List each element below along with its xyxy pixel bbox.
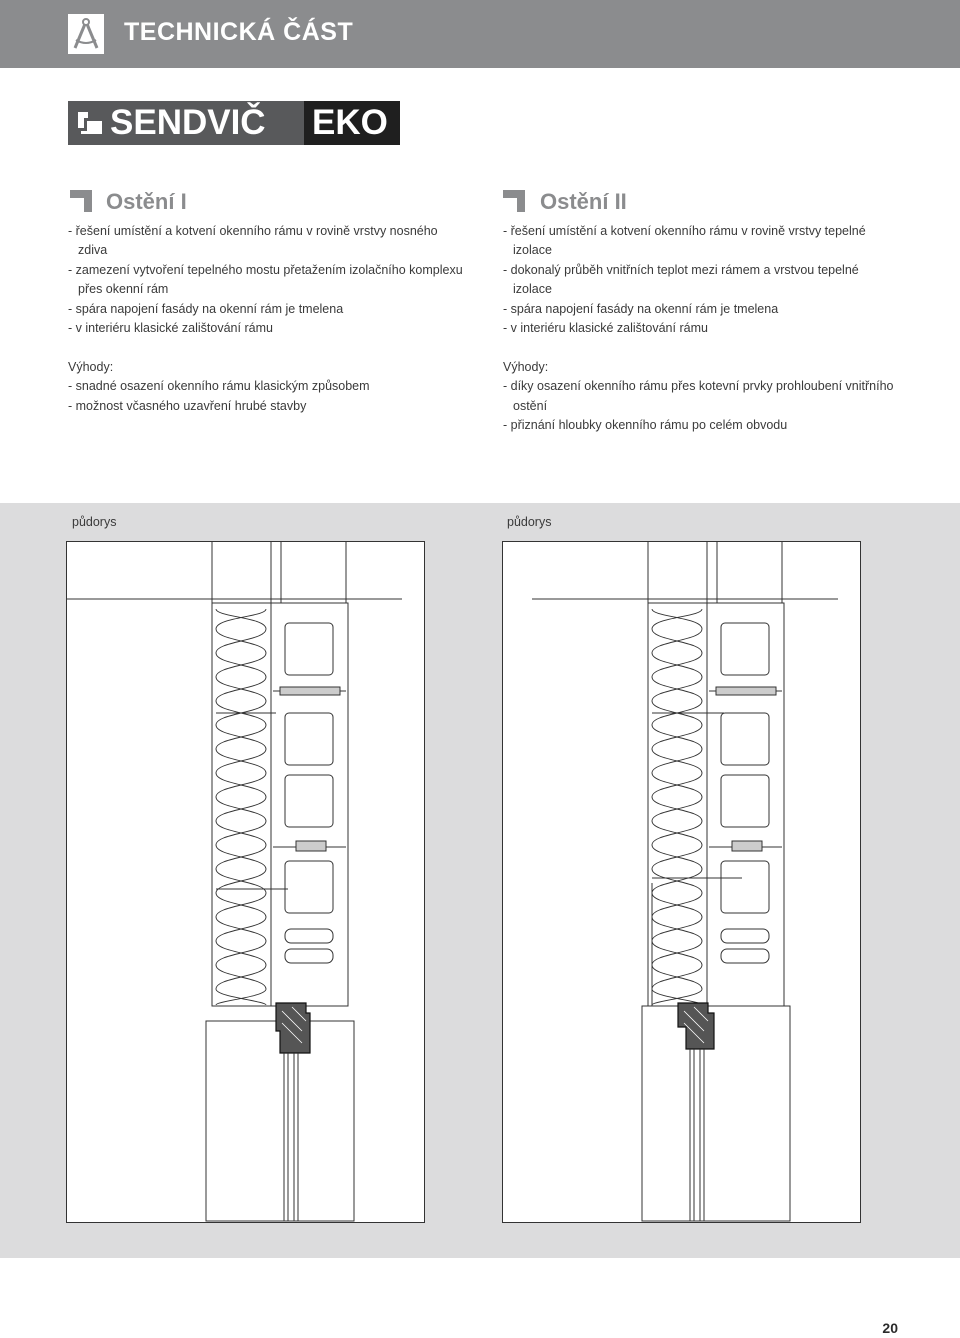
compass-icon <box>68 14 104 54</box>
header-bar <box>0 0 960 68</box>
list-item: - spára napojení fasády na okenní rám je tmelena <box>68 301 344 316</box>
right-advantages <box>503 358 894 436</box>
list-item: - možnost včasného uzavření hrubé stavby <box>68 398 307 413</box>
list-item: - řešení umístění a kotvení okenního rámu v rovině vrstvy nosného <box>68 224 438 238</box>
left-advantages <box>68 358 370 416</box>
list-item: ostění <box>513 398 548 413</box>
page-title: TECHNICKÁ ČÁST <box>124 18 354 46</box>
logo-text-sendvic: SENDVIČ <box>110 103 266 142</box>
list-item: - v interiéru klasické zalištování rámu <box>68 321 273 336</box>
section-mark-icon <box>503 190 525 212</box>
list-item: - řešení umístění a kotvení okenního rámu v rovině vrstvy tepelné <box>503 224 866 238</box>
section-mark-icon <box>70 190 92 212</box>
list-item: izolace <box>513 282 552 297</box>
list-item: - dokonalý průběh vnitřních teplot mezi rámem a vrstvou tepelné <box>503 262 859 277</box>
list-item: - snadné osazení okenního rámu klasickým způsobem <box>68 379 370 394</box>
advantages-heading: Výhody: <box>503 360 549 374</box>
list-item: - přiznání hloubky okenního rámu po celém obvodu <box>503 418 788 433</box>
logo-text-eko: EKO <box>312 103 388 142</box>
list-item: přes okenní rám <box>78 282 169 297</box>
right-bullet-list <box>503 222 866 338</box>
plan-label-left: půdorys <box>72 515 117 529</box>
list-item: - zamezení vytvoření tepelného mostu přetažením izolačního komplexu <box>68 262 463 277</box>
logo-mark-icon <box>78 112 102 134</box>
list-item: - spára napojení fasády na okenní rám je tmelena <box>503 301 779 316</box>
brand-logo <box>68 101 400 145</box>
plan-label-right: půdorys <box>507 515 552 529</box>
section-title-osteni-2: Ostění II <box>540 189 627 214</box>
list-item: zdiva <box>78 243 108 258</box>
list-item: izolace <box>513 243 552 258</box>
advantages-heading: Výhody: <box>68 360 114 374</box>
section-title-osteni-1: Ostění I <box>106 189 187 214</box>
list-item: - díky osazení okenního rámu přes kotevní prvky prohloubení vnitřního <box>503 379 894 394</box>
detail-drawing-osteni-1 <box>66 541 426 1223</box>
left-bullet-list <box>68 222 463 338</box>
page-number: 20 <box>882 1320 898 1336</box>
list-item: - v interiéru klasické zalištování rámu <box>503 321 708 336</box>
detail-drawing-osteni-2 <box>502 541 862 1223</box>
